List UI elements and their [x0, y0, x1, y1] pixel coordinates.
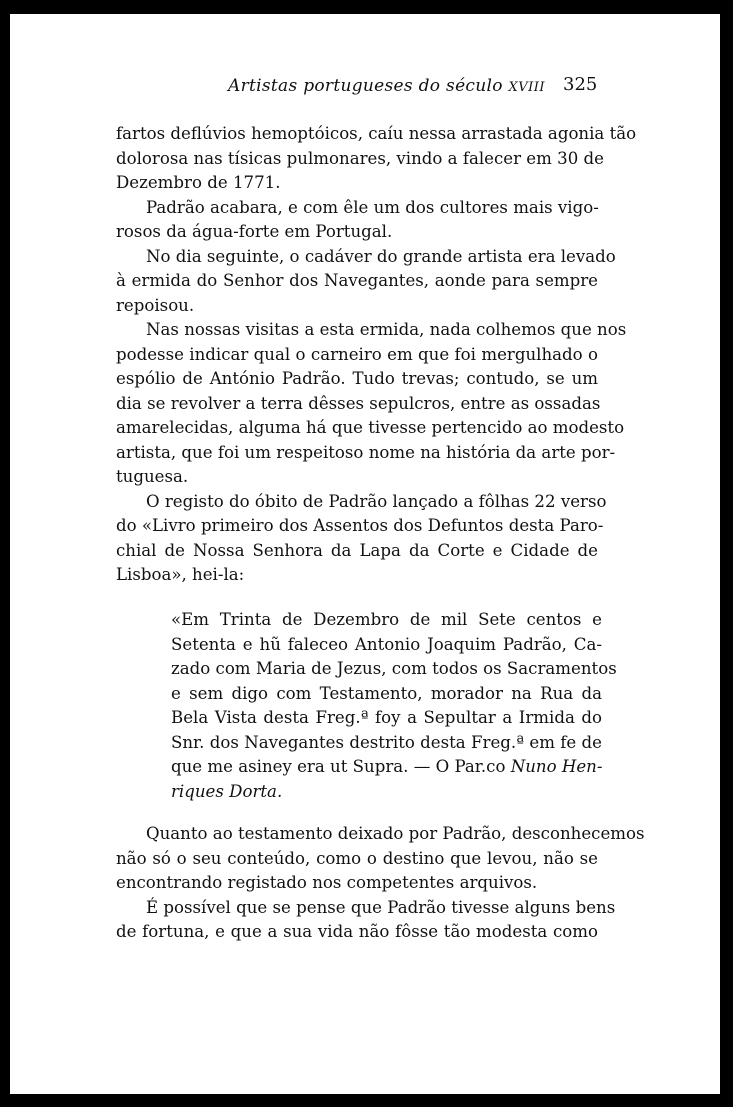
- text-line: à ermida do Senhor dos Navegantes, aonde para sempre: [116, 271, 598, 290]
- quote-line: Bela Vista desta Freg.ª foy a Sepultar a Irmida do: [171, 708, 602, 727]
- running-title-century: XVIII: [508, 80, 546, 95]
- text-line: podesse indicar qual o carneiro em que foi mergulhado o: [116, 344, 598, 364]
- quote-line: Setenta e hũ faleceo Antonio Joaquim Padrão, Ca-: [171, 634, 602, 654]
- text-line: de fortuna, e que a sua vida não fôsse tão modesta como: [116, 922, 598, 941]
- block-quote: [171, 608, 617, 804]
- text-line: repoisou.: [116, 295, 195, 315]
- text-line: chial de Nossa Senhora da Lapa da Corte e Cidade de: [116, 540, 598, 560]
- quote-line: e sem digo com Testamento, morador na Rua da: [171, 683, 602, 703]
- text-line: dia se revolver a terra dêsses sepulcros, entre as ossadas: [116, 393, 601, 413]
- quote-line: Snr. dos Navegantes destrito desta Freg.ª em fe de: [171, 732, 602, 752]
- text-line: Quanto ao testamento deixado por Padrão, desconhecemos: [146, 824, 645, 843]
- text-line: O registo do óbito de Padrão lançado a fôlhas 22 verso: [146, 491, 607, 511]
- quote-line-roman: que me asiney era ut Supra. — O Par.co: [171, 757, 511, 776]
- text-line: do «Livro primeiro dos Assentos dos Defuntos desta Paro-: [116, 516, 604, 535]
- text-line: não só o seu conteúdo, como o destino que levou, não se: [116, 848, 598, 868]
- text-line: fartos deflúvios hemoptóicos, caíu nessa arrastada agonia tão: [116, 124, 637, 143]
- text-line: Padrão acabara, e com êle um dos cultores mais vigo-: [146, 197, 599, 217]
- book-page: [10, 14, 720, 1094]
- quote-line: «Em Trinta de Dezembro de mil Sete centos e: [171, 610, 602, 629]
- text-line: É possível que se pense que Padrão tivesse alguns bens: [146, 897, 616, 917]
- text-line: No dia seguinte, o cadáver do grande artista era levado: [146, 246, 616, 266]
- text-line: Dezembro de 1771.: [116, 173, 281, 192]
- quote-line: [171, 755, 602, 780]
- running-title: [228, 76, 545, 96]
- text-line: amarelecidas, alguma há que tivesse pertencido ao modesto: [116, 418, 625, 437]
- running-title-main: Artistas portugueses do século: [228, 76, 509, 96]
- text-line: artista, que foi um respeitoso nome na história da arte por-: [116, 442, 616, 462]
- text-line: Nas nossas visitas a esta ermida, nada colhemos que nos: [146, 320, 627, 339]
- page-number: 325: [563, 74, 598, 95]
- body-text: [116, 122, 637, 588]
- quote-line: zado com Maria de Jezus, com todos os Sacramentos: [171, 659, 617, 678]
- text-line: Lisboa», hei-la:: [116, 565, 245, 584]
- text-line: espólio de António Padrão. Tudo trevas; contudo, se um: [116, 369, 598, 388]
- text-line: dolorosa nas tísicas pulmonares, vindo a falecer em 30 de: [116, 148, 604, 168]
- text-line: tuguesa.: [116, 467, 189, 486]
- closing-text: [116, 822, 645, 945]
- page-header: [10, 76, 720, 106]
- quote-line-italic: Nuno Hen-: [510, 757, 603, 776]
- text-line: rosos da água-forte em Portugal.: [116, 222, 393, 241]
- text-line: encontrando registado nos competentes arquivos.: [116, 873, 538, 892]
- quote-line: riques Dorta.: [171, 781, 283, 801]
